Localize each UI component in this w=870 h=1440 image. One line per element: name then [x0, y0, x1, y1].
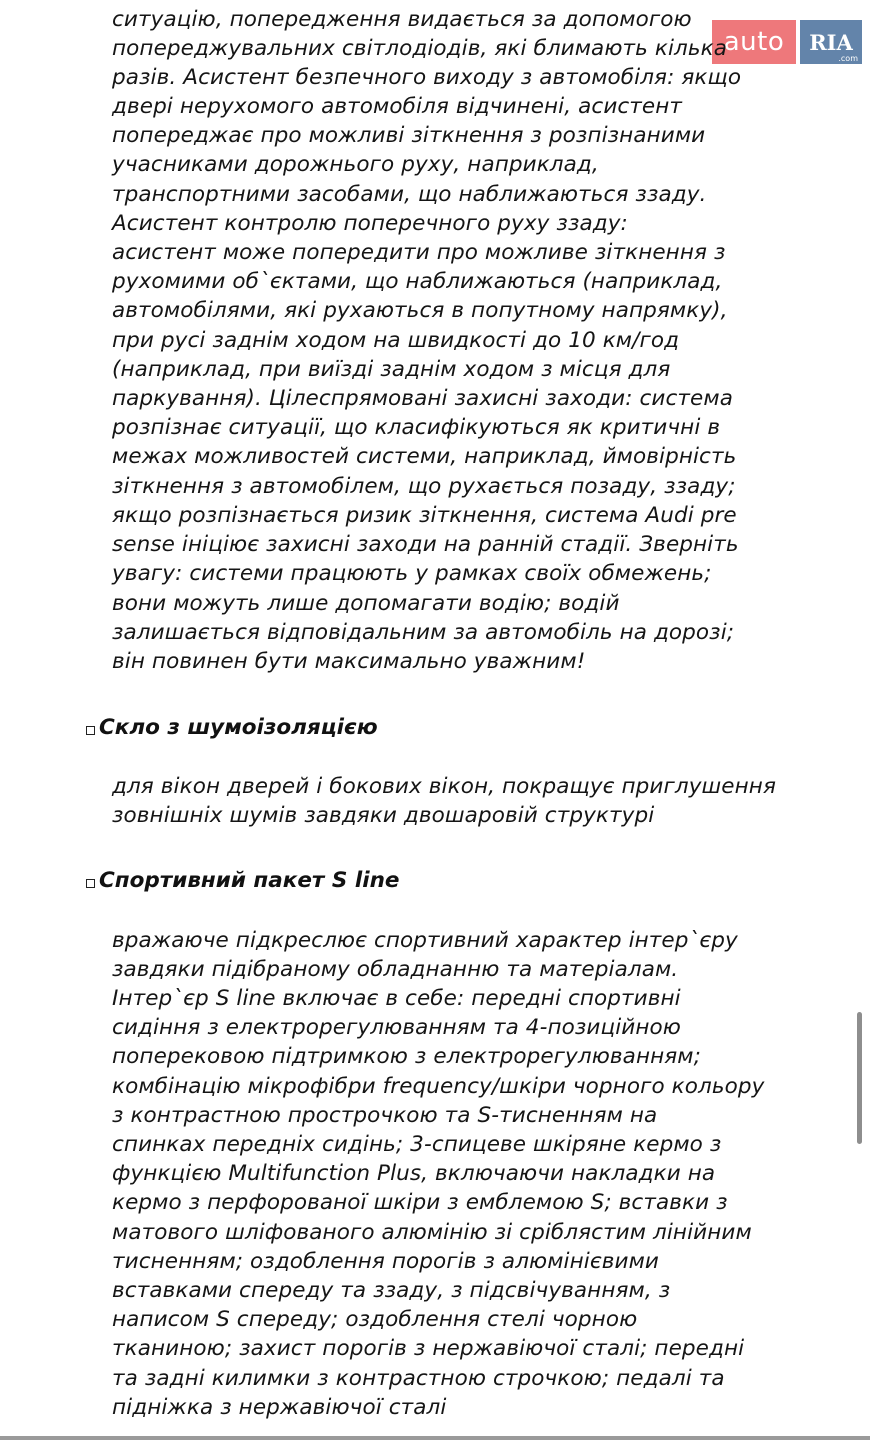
text-line: попереджувальних світлодіодів, які блимають кілька [112, 36, 727, 61]
section-heading-glass [86, 713, 378, 743]
text-line: зовнішніх шумів завдяки двошаровій структурі [112, 803, 655, 828]
text-line: підніжка з нержавіючої сталі [112, 1395, 447, 1420]
text-line: асистент може попередити про можливе зіткнення з [112, 240, 726, 265]
text-line: (наприклад, при виїзді заднім ходом з місця для [112, 357, 671, 382]
text-line: він повинен бути максимально уважним! [112, 649, 586, 674]
checkbox-bullet-icon [86, 726, 95, 735]
text-line: якщо розпізнається ризик зіткнення, система Audi pre [112, 503, 737, 528]
text-line: увагу: системи працюють у рамках своїх обмежень; [112, 561, 712, 586]
text-line: написом S спереду; оздоблення стелі чорною [112, 1307, 638, 1332]
text-line: вони можуть лише допомагати водію; водій [112, 591, 620, 616]
text-line: разів. Асистент безпечного виходу з автомобіля: якщо [112, 65, 742, 90]
text-line: двері нерухомого автомобіля відчинені, асистент [112, 94, 683, 119]
logo-text-com: .com [838, 54, 858, 63]
text-line: для вікон дверей і бокових вікон, покращує приглушення [112, 774, 776, 799]
text-line: поперековою підтримкою з електрорегулюванням; [112, 1044, 701, 1069]
text-line: попереджає про можливі зіткнення з розпізнаними [112, 123, 706, 148]
text-line: матового шліфованого алюмінію зі сріблястим лінійним [112, 1220, 752, 1245]
text-line: комбінацію мікрофібри frequency/шкіри чорного кольору [112, 1074, 765, 1099]
text-line: та задні килимки з контрастною строчкою; педалі та [112, 1366, 725, 1391]
text-line: вставками спереду та ззаду, з підсвічуванням, з [112, 1278, 671, 1303]
text-line: учасниками дорожнього руху, наприклад, [112, 152, 599, 177]
text-line: транспортними засобами, що наближаються ззаду. [112, 182, 707, 207]
text-line: автомобілями, які рухаються в попутному напрямку), [112, 298, 728, 323]
text-line: кермо з перфорованої шкіри з емблемою S; вставки з [112, 1190, 728, 1215]
text-line: сидіння з електрорегулюванням та 4-позиційною [112, 1015, 681, 1040]
autoria-logo-ria [800, 20, 862, 64]
text-line: функцією Multifunction Plus, включаючи накладки на [112, 1161, 716, 1186]
section-title: Спортивний пакет S line [99, 868, 400, 893]
checkbox-bullet-icon [86, 879, 95, 888]
text-line: з контрастною прострочкою та S-тисненням на [112, 1103, 658, 1128]
text-line: ситуацію, попередження видається за допомогою [112, 7, 692, 32]
logo-text-auto: auto [723, 27, 785, 57]
text-line: розпізнає ситуації, що класифікуються як критичні в [112, 415, 721, 440]
text-line: рухомими об`єктами, що наближаються (наприклад, [112, 269, 723, 294]
text-line: паркування). Цілеспрямовані захисні заходи: система [112, 386, 733, 411]
text-line: тканиною; захист порогів з нержавіючої сталі; передні [112, 1336, 745, 1361]
text-line: межах можливостей системи, наприклад, ймовірність [112, 444, 737, 469]
text-line: зіткнення з автомобілем, що рухається позаду, ззаду; [112, 474, 736, 499]
text-line: завдяки підібраному обладнанню та матеріалам. [112, 957, 679, 982]
text-line: спинках передніх сидінь; 3-спицеве шкіряне кермо з [112, 1132, 722, 1157]
text-line: при русі заднім ходом на швидкості до 10 км/год [112, 328, 680, 353]
section-heading-sline [86, 866, 399, 896]
bottom-divider [0, 1436, 870, 1440]
text-line: Асистент контролю поперечного руху ззаду: [112, 211, 628, 236]
vertical-scrollbar[interactable] [857, 1012, 862, 1144]
text-line: Інтер`єр S line включає в себе: передні спортивні [112, 986, 681, 1011]
text-line: тисненням; оздоблення порогів з алюмінієвими [112, 1249, 659, 1274]
text-line: вражаюче підкреслює спортивний характер інтер`єру [112, 928, 738, 953]
logo-text-ria: RIA [809, 29, 853, 55]
section-title: Скло з шумоізоляцією [99, 715, 378, 740]
text-line: sense ініціює захисні заходи на ранній стадії. Зверніть [112, 532, 739, 557]
text-line: залишається відповідальним за автомобіль на дорозі; [112, 620, 735, 645]
